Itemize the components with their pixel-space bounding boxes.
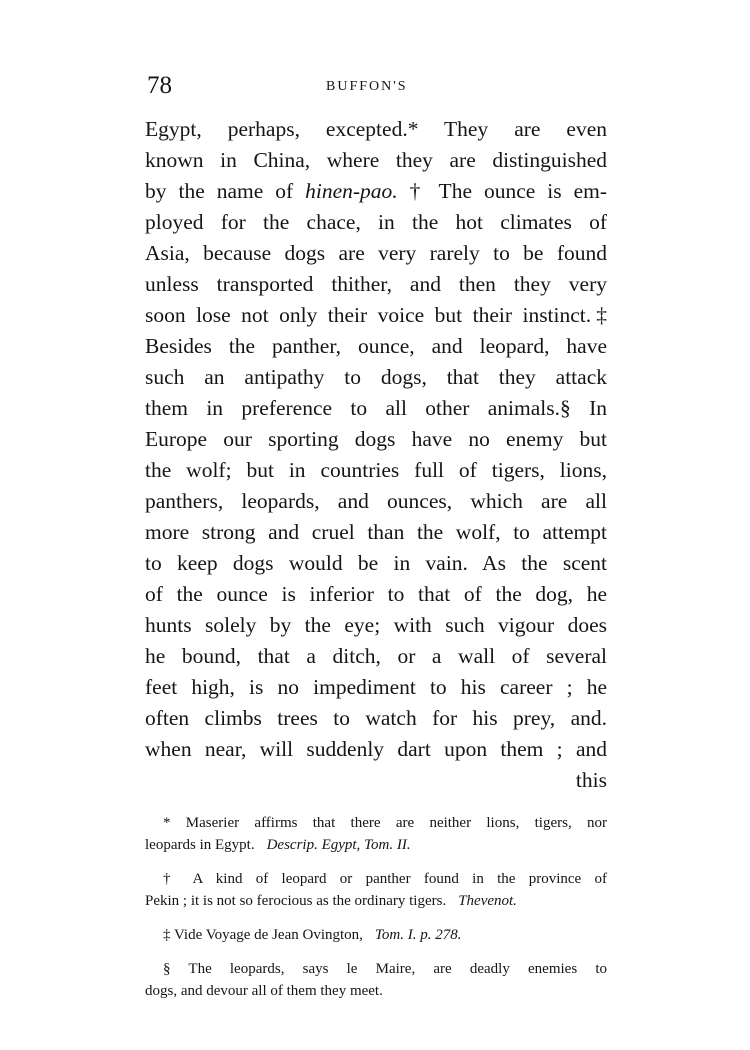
text-line: feet high, is no impediment to his career ; he (145, 675, 607, 699)
text-line: to keep dogs would be in vain. As the scent (145, 551, 607, 575)
text-line: the wolf; but in countries full of tigers, lions, (145, 458, 607, 482)
text-line-mixed (145, 176, 607, 207)
text-line: often climbs trees to watch for his prey, and. (145, 706, 607, 730)
footnote-text: ‡ Vide Voyage de Jean Ovington, (163, 927, 363, 943)
text-line: Egypt, perhaps, excepted.* They are even (145, 117, 607, 141)
text-line: Europe our sporting dogs have no enemy but (145, 427, 607, 451)
footnote-citation: Descrip. Egypt, Tom. II. (266, 837, 411, 853)
footnotes (145, 812, 607, 1002)
text-line: when near, will suddenly dart upon them ; and (145, 737, 607, 761)
footnote-3-line-1 (145, 924, 607, 946)
text-line: panthers, leopards, and ounces, which are all (145, 489, 607, 513)
text-line: Besides the panther, ounce, and leopard, have (145, 334, 607, 358)
text-line-start: by the name of (145, 179, 306, 203)
text-line: such an antipathy to dogs, that they attack (145, 365, 607, 389)
footnote-text: leopards in Egypt. (145, 837, 255, 853)
text-line: soon lose not only their voice but their instinct.‡ (145, 303, 607, 327)
text-line-end: † The ounce is em- (409, 179, 607, 203)
text-line: more strong and cruel than the wolf, to attempt (145, 520, 607, 544)
footnote-2-line-2 (145, 890, 607, 912)
footnote-text: Pekin ; it is not so ferocious as the ordinary tigers. (145, 893, 447, 909)
catchword: this (575, 768, 607, 792)
text-line: Asia, because dogs are very rarely to be found (145, 241, 607, 265)
italic-term: hinen-pao. (305, 179, 398, 203)
footnote-citation: Thevenot. (458, 893, 517, 909)
footnote-1-line-1: * Maserier affirms that there are neither lions, tigers, nor (163, 815, 607, 831)
page-number: 78 (147, 72, 172, 99)
text-line: them in preference to all other animals.§ In (145, 396, 607, 420)
text-line: hunts solely by the eye; with such vigour does (145, 613, 607, 637)
footnote-4-line-1: § The leopards, says le Maire, are deadly enemies to (163, 961, 607, 977)
footnote-citation: Tom. I. p. 278. (374, 927, 462, 943)
body-text (145, 114, 607, 796)
footnote-4-line-2: dogs, and devour all of them they meet. (145, 983, 383, 999)
text-line: he bound, that a ditch, or a wall of several (145, 644, 607, 668)
text-line: unless transported thither, and then they very (145, 272, 607, 296)
footnote-2-line-1: † A kind of leopard or panther found in the province of (163, 871, 607, 887)
text-line: of the ounce is inferior to that of the dog, he (145, 582, 607, 606)
text-line: ployed for the chace, in the hot climates of (145, 210, 607, 234)
footnote-1-line-2 (145, 834, 607, 856)
text-line: known in China, where they are distinguished (145, 148, 607, 172)
running-head: BUFFON'S (326, 79, 408, 94)
